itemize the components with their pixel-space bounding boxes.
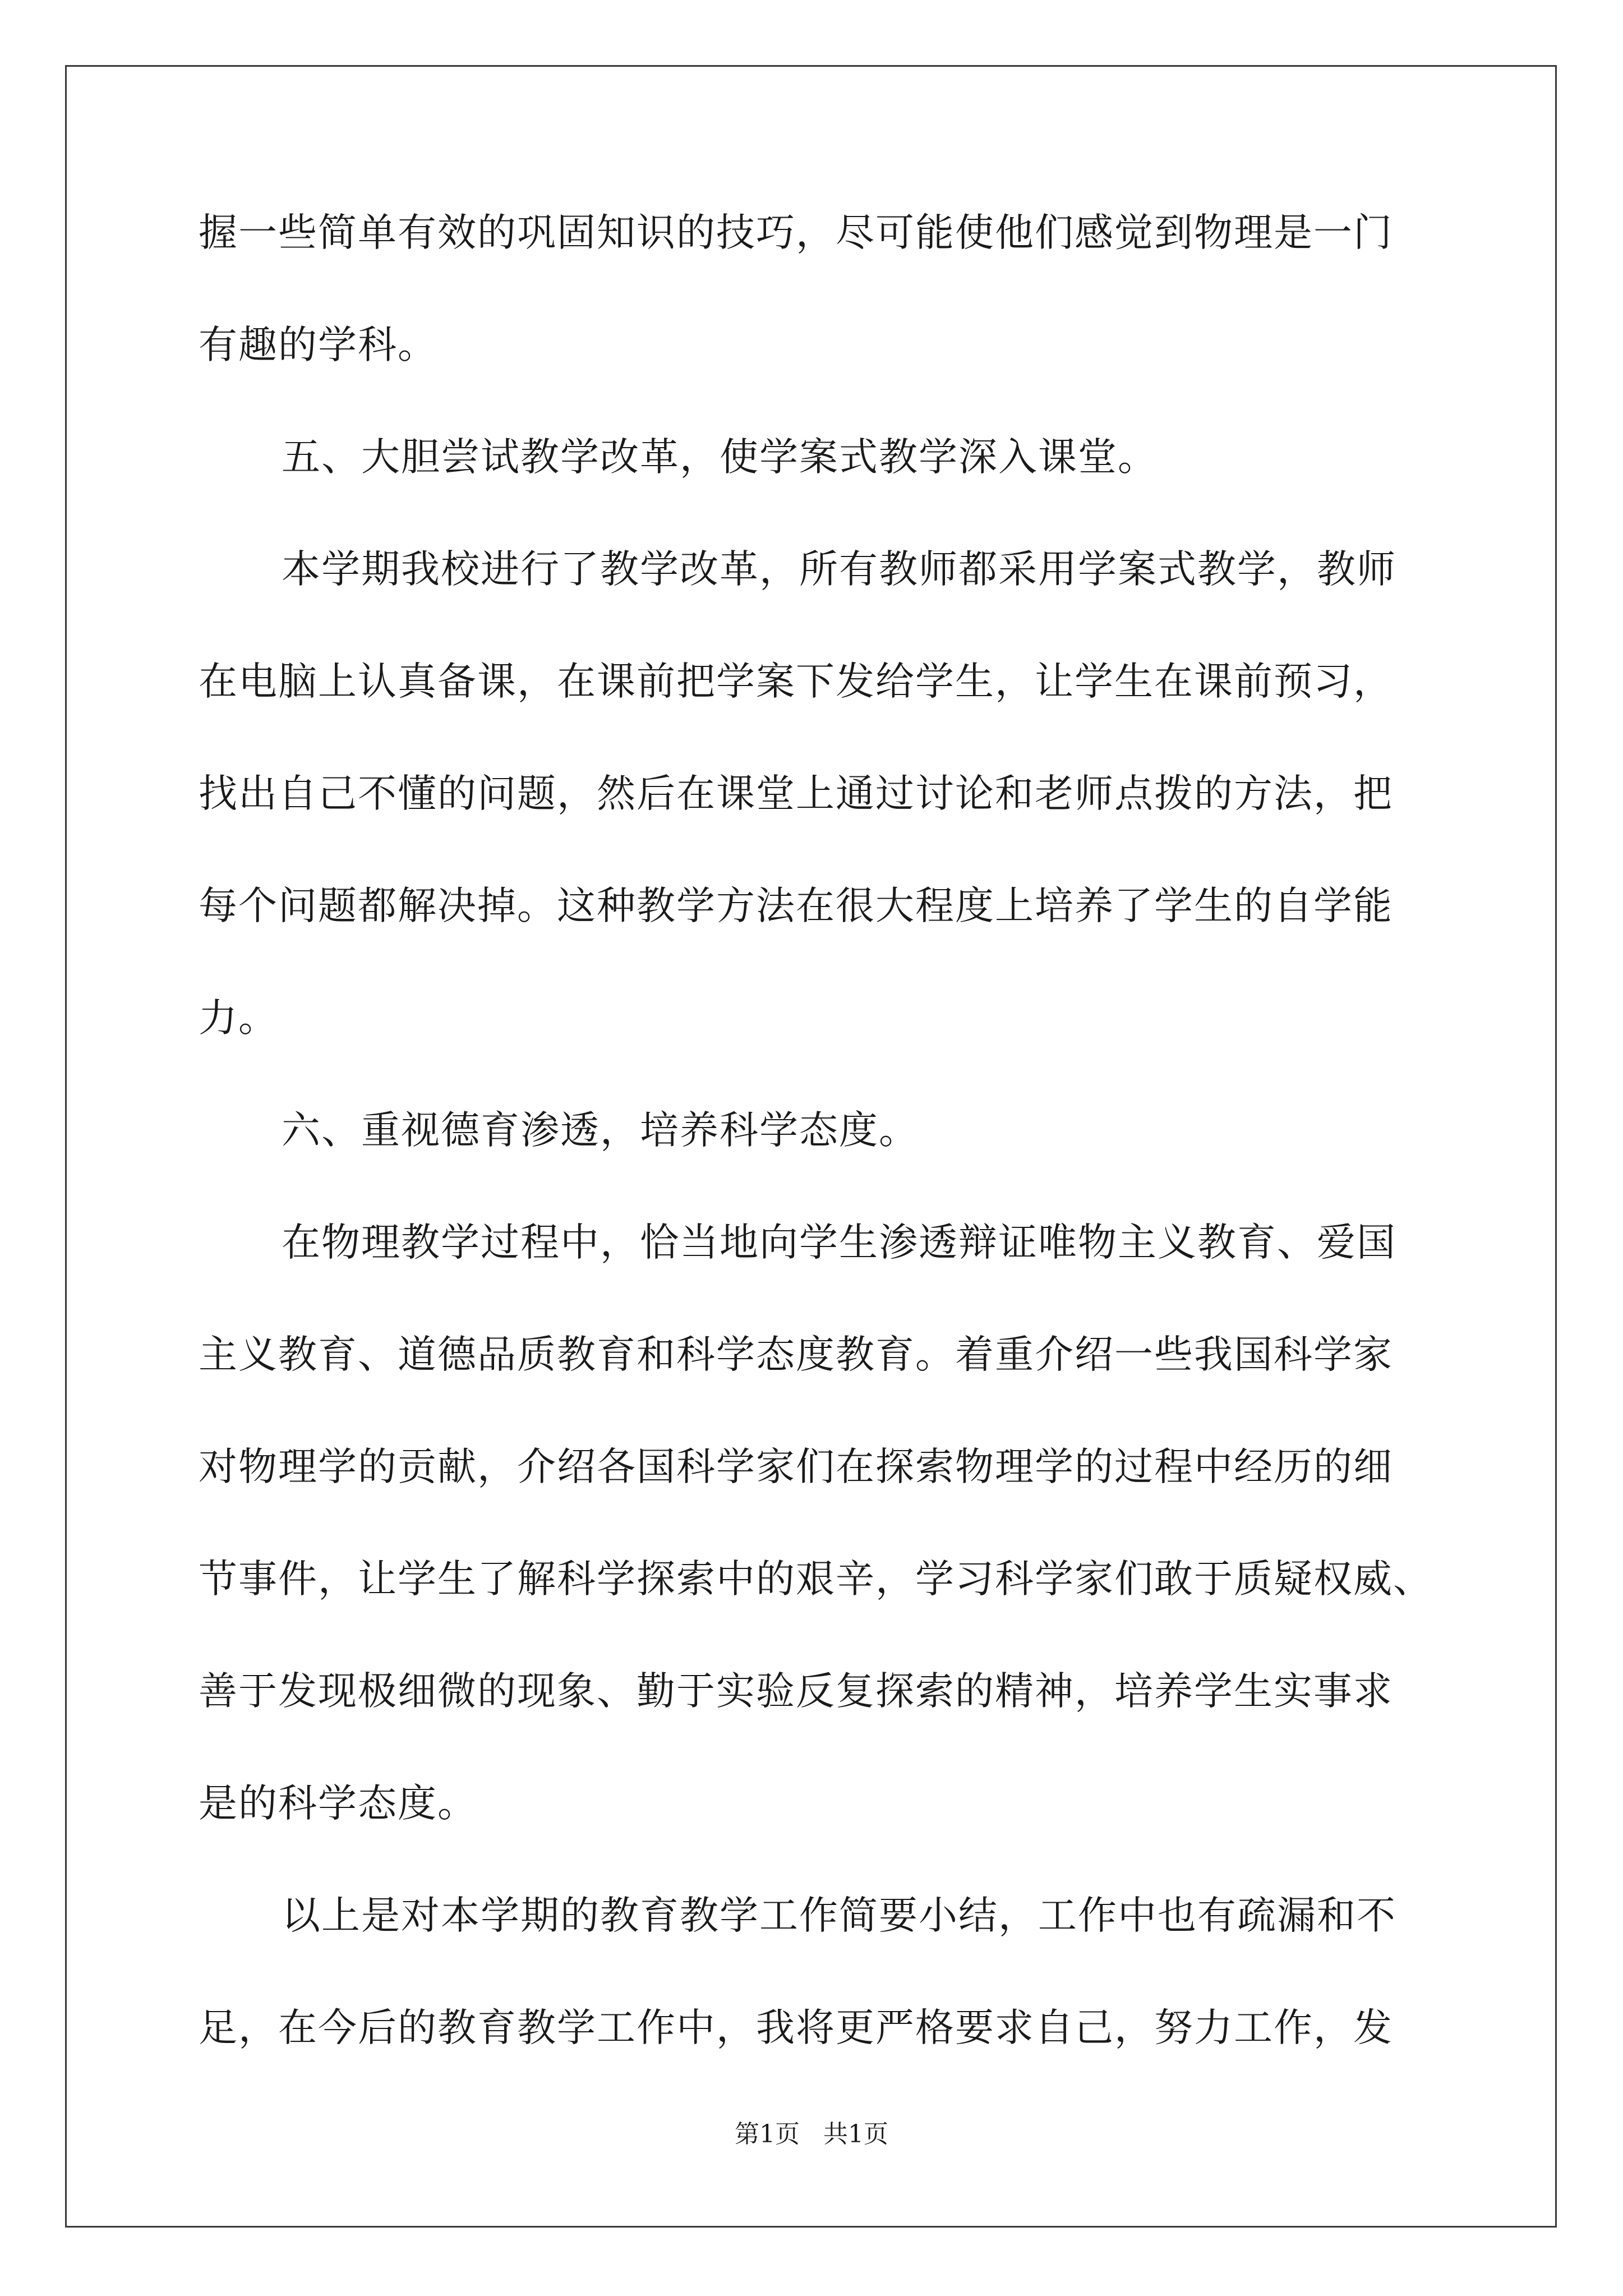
section-heading: 五、大胆尝试教学改革，使学案式教学深入课堂。 [282,435,1158,480]
page-footer: 第1页 共1页 [735,2120,888,2148]
text-line: 对物理学的贡献，介绍各国科学家们在探索物理学的过程中经历的细 [199,1444,1393,1489]
text-line: 每个问题都解决掉。这种教学方法在很大程度上培养了学生的自学能 [199,884,1393,928]
text-line: 在物理教学过程中，恰当地向学生渗透辩证唯物主义教育、爱国 [282,1220,1396,1265]
section-heading: 六、重视德育渗透，培养科学态度。 [282,1108,919,1153]
text-line: 主义教育、道德品质教育和科学态度教育。着重介绍一些我国科学家 [199,1332,1393,1377]
text-line: 节事件，让学生了解科学探索中的艰辛，学习科学家们敢于质疑权威、 [199,1557,1433,1602]
text-line: 以上是对本学期的教育教学工作简要小结，工作中也有疏漏和不 [282,1893,1396,1938]
text-line: 足，在今后的教育教学工作中，我将更严格要求自己，努力工作，发 [199,2005,1393,2050]
text-line: 是的科学态度。 [199,1781,477,1826]
text-line: 有趣的学科。 [199,323,437,367]
text-line: 本学期我校进行了教学改革，所有教师都采用学案式教学，教师 [282,547,1396,592]
text-line: 握一些简单有效的巩固知识的技巧，尽可能使他们感觉到物理是一门 [199,210,1393,255]
text-line: 善于发现极细微的现象、勤于实验反复探索的精神，培养学生实事求 [199,1669,1393,1714]
text-line: 力。 [199,996,278,1041]
text-line: 找出自己不懂的问题，然后在课堂上通过讨论和老师点拨的方法，把 [199,771,1393,816]
text-line: 在电脑上认真备课，在课前把学案下发给学生，让学生在课前预习， [199,659,1393,704]
